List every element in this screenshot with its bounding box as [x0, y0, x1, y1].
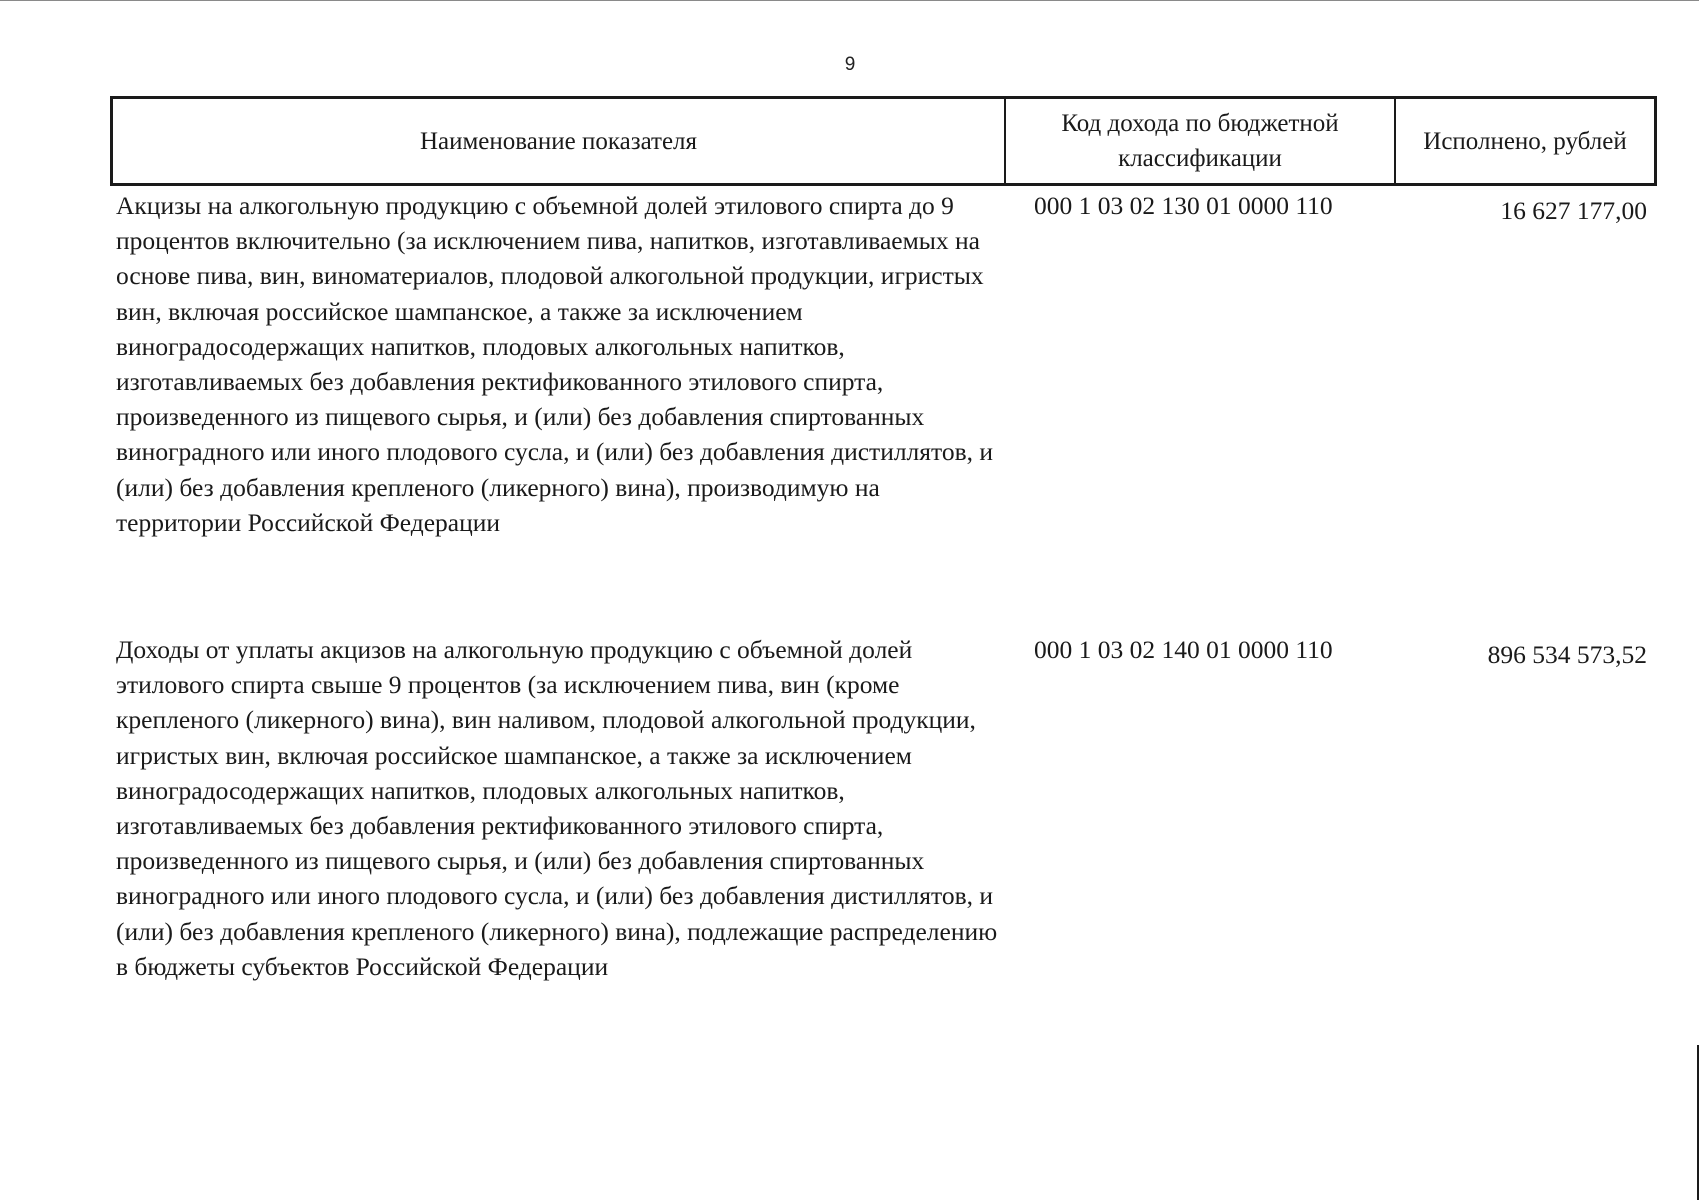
- header-revenue-code: Код дохода по бюджетной классификации: [1004, 99, 1394, 183]
- table-row: [110, 632, 1657, 1052]
- header-executed-amount: Исполнено, рублей: [1394, 99, 1654, 183]
- row-executed-amount: 16 627 177,00: [1500, 196, 1647, 225]
- row-revenue-code: 000 1 03 02 130 01 0000 110: [1034, 191, 1333, 220]
- table-header-row: [110, 96, 1657, 186]
- row-indicator-name: Доходы от уплаты акцизов на алкогольную продукцию с объемной долей этилового спирта свыше 9 процентов (за исключением пива, вин (кроме крепленого (ликерного) вина), вин наливом, плодовой алкогольной продукции, игристых вин, включая российское шампанское, а также за исключением виноградосодержащих напитков, плодовых алкогольных напитков, изготавливаемых без добавления ректификованного этилового спирта, произведенного из пищевого сырья, и (или) без добавления спиртованных виноградного или иного плодового сусла, и (или) без добавления дистиллятов, и (или) без добавления крепленого (ликерного) вина), подлежащие распределению в бюджеты субъектов Российской Федерации: [116, 635, 998, 981]
- row-revenue-code: 000 1 03 02 140 01 0000 110: [1034, 635, 1333, 664]
- scan-top-edge: [0, 0, 1699, 1]
- revenue-table: [110, 96, 1657, 1052]
- row-indicator-name: Акцизы на алкогольную продукцию с объемной долей этилового спирта до 9 процентов включительно (за исключением пива, напитков, изготавливаемых на основе пива, вин, виноматериалов, плодовой алкогольной продукции, игристых вин, включая российское шампанское, а также за исключением виноградосодержащих напитков, плодовых алкогольных напитков, изготавливаемых без добавления ректификованного этилового спирта, произведенного из пищевого сырья, и (или) без добавления спиртованных виноградного или иного плодового сусла, и (или) без добавления дистиллятов, и (или) без добавления крепленого (ликерного) вина), производимую на территории Российской Федерации: [116, 191, 994, 537]
- table-row: [110, 186, 1657, 632]
- page-number: 9: [844, 54, 856, 75]
- row-executed-amount: 896 534 573,52: [1487, 640, 1647, 669]
- header-indicator-name: Наименование показателя: [419, 127, 698, 155]
